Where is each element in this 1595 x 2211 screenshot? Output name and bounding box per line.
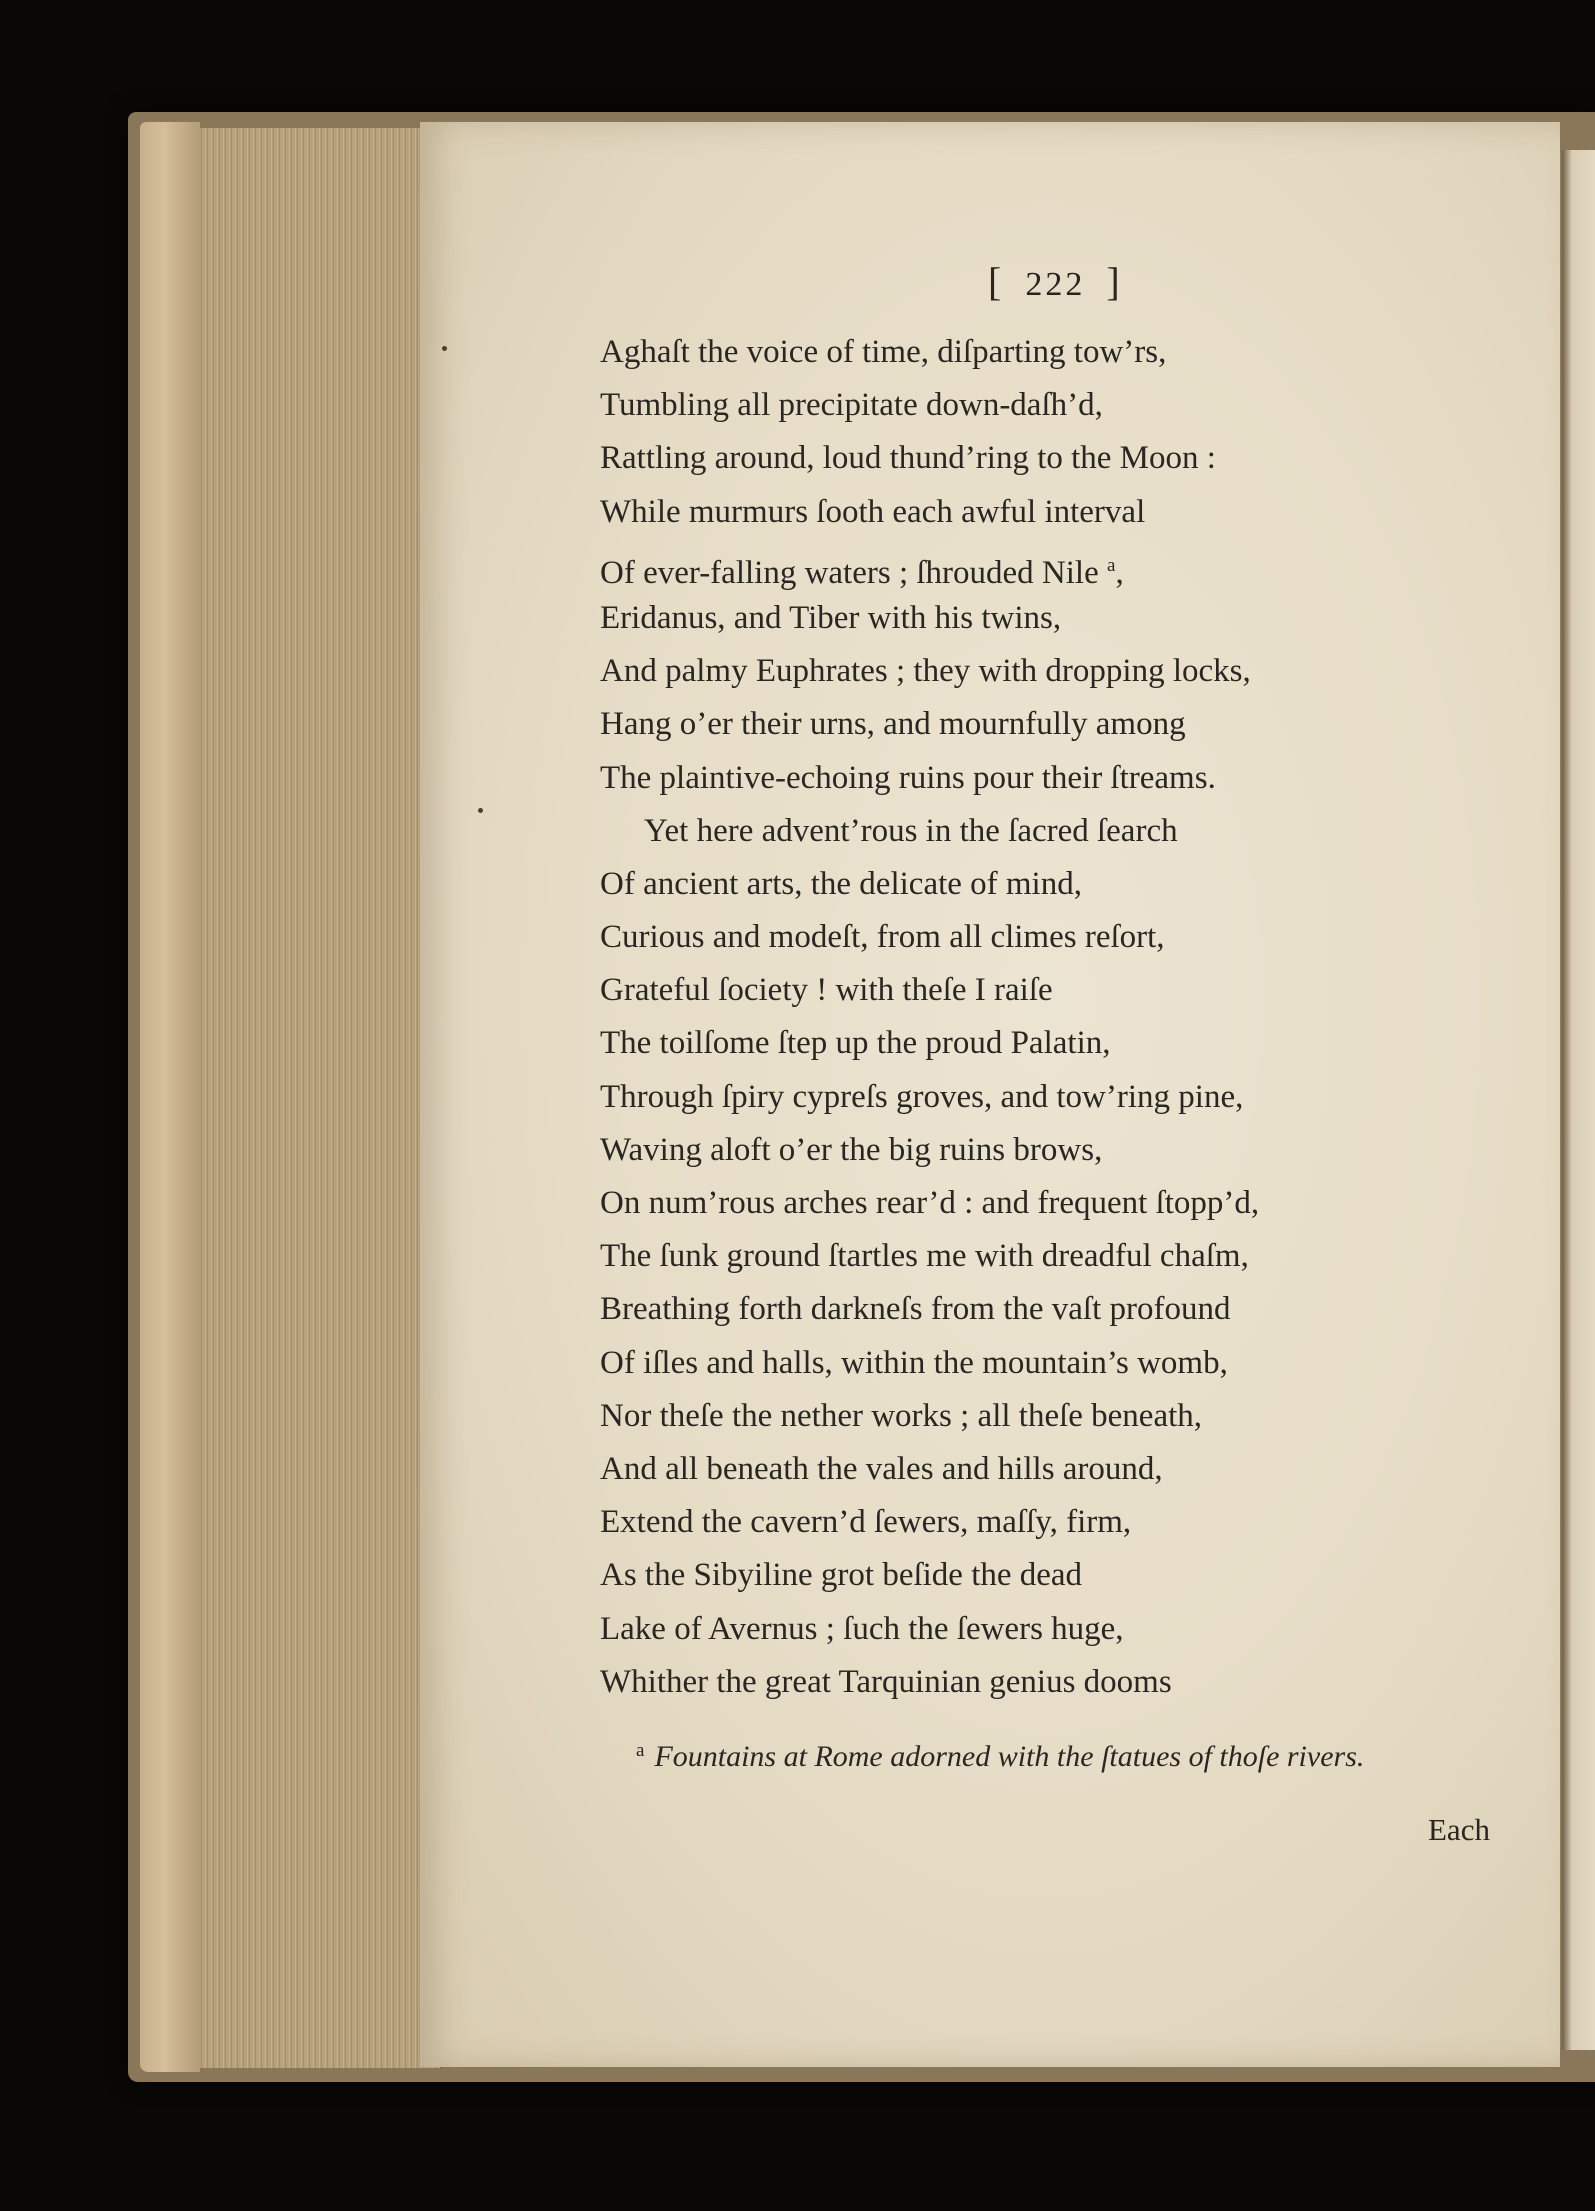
poem-line (600, 752, 1400, 805)
footnote-reference: a (1107, 554, 1116, 576)
poem-line (600, 326, 1400, 379)
poem-line-text: Through ſpiry cypreſs groves, and tow’ring pine, (600, 1078, 1244, 1115)
poem-line-text: The ſunk ground ſtartles me with dreadful chaſm, (600, 1238, 1249, 1275)
poem-line (600, 964, 1400, 1017)
poem-line (600, 1549, 1400, 1602)
folio-open-bracket: [ (988, 259, 1005, 304)
ink-speck (442, 346, 447, 351)
poem-line-text: And all beneath the vales and hills around, (600, 1450, 1163, 1487)
poem-line (600, 1124, 1400, 1177)
poem-line (600, 1017, 1400, 1070)
page-number (988, 258, 1123, 305)
poem-line (600, 1230, 1400, 1283)
folio-number: 222 (1025, 266, 1086, 303)
page-stack-outer-edge (140, 122, 200, 2072)
poem-line-text: Waving aloft o’er the big ruins brows, (600, 1131, 1103, 1168)
poem-line (600, 1071, 1400, 1124)
poem-line (600, 1603, 1400, 1656)
poem-line-text: Extend the cavern’d ſewers, maſſy, firm, (600, 1504, 1132, 1541)
poem-line-text: Grateful ſociety ! with theſe I raiſe (600, 972, 1053, 1009)
poem-line (600, 379, 1400, 432)
poem-line-text: Whither the great Tarquinian genius dooms (600, 1663, 1172, 1700)
footnote-mark: a (636, 1740, 645, 1761)
poem-line-text: Of iſles and halls, within the mountain’s womb, (600, 1344, 1228, 1381)
poem-line-text: Of ever-falling waters ; ſhrouded Nile (600, 554, 1099, 591)
poem-line-text: Eridanus, and Tiber with his twins, (600, 599, 1062, 636)
poem-line-text: While murmurs ſooth each awful interval (600, 493, 1146, 530)
poem-line-text: The plaintive-echoing ruins pour their ſtreams. (600, 759, 1216, 796)
poem-line (600, 1390, 1400, 1443)
poem-line (600, 432, 1400, 485)
poem-line (600, 1283, 1400, 1336)
poem-line (600, 698, 1400, 751)
poem-line-text: The toilſome ſtep up the proud Palatin, (600, 1025, 1111, 1062)
poem-line-text: On num’rous arches rear’d : and frequent ſtopp’d, (600, 1185, 1260, 1221)
poem-line-text: Hang o’er their urns, and mournfully among (600, 706, 1186, 743)
footnote-text: Fountains at Rome adorned with the ſtatues of thoſe rivers. (654, 1740, 1365, 1773)
poem-line-text: As the Sibyiline grot beſide the dead (600, 1557, 1083, 1594)
poem-line (600, 486, 1400, 539)
poem-line (600, 911, 1400, 964)
poem-line-text: Aghaſt the voice of time, diſparting tow’rs, (600, 334, 1167, 370)
poem-line (600, 539, 1400, 592)
poem-text-block (600, 326, 1400, 1709)
poem-line (600, 1177, 1400, 1230)
poem-line-text: Nor theſe the nether works ; all theſe beneath, (600, 1397, 1203, 1434)
poem-line-text: Of ancient arts, the delicate of mind, (600, 865, 1082, 902)
poem-line-text: Breathing forth darkneſs from the vaſt profound (600, 1291, 1231, 1328)
poem-line (600, 1496, 1400, 1549)
poem-line (600, 1656, 1400, 1709)
poem-line (600, 858, 1400, 911)
footnote (636, 1740, 1364, 1774)
poem-line (600, 645, 1400, 698)
poem-line (600, 592, 1400, 645)
poem-line-punctuation: , (1115, 554, 1124, 591)
poem-line-text: Rattling around, loud thund’ring to the Moon : (600, 440, 1216, 477)
poem-line-text: Lake of Avernus ; ſuch the ſewers huge, (600, 1610, 1124, 1647)
catchword: Each (1428, 1812, 1490, 1847)
poem-line (600, 1337, 1400, 1390)
poem-line (600, 1443, 1400, 1496)
next-page-edge (1562, 150, 1595, 2050)
ink-speck (478, 808, 483, 813)
folio-close-bracket: ] (1106, 259, 1123, 304)
poem-line-text: Yet here advent’rous in the ſacred ſearch (644, 812, 1178, 849)
poem-line (600, 805, 1400, 858)
poem-line-text: Tumbling all precipitate down-daſh’d, (600, 387, 1103, 424)
poem-line-text: And palmy Euphrates ; they with dropping locks, (600, 653, 1251, 690)
poem-line-text: Curious and modeſt, from all climes reſort, (600, 919, 1165, 956)
